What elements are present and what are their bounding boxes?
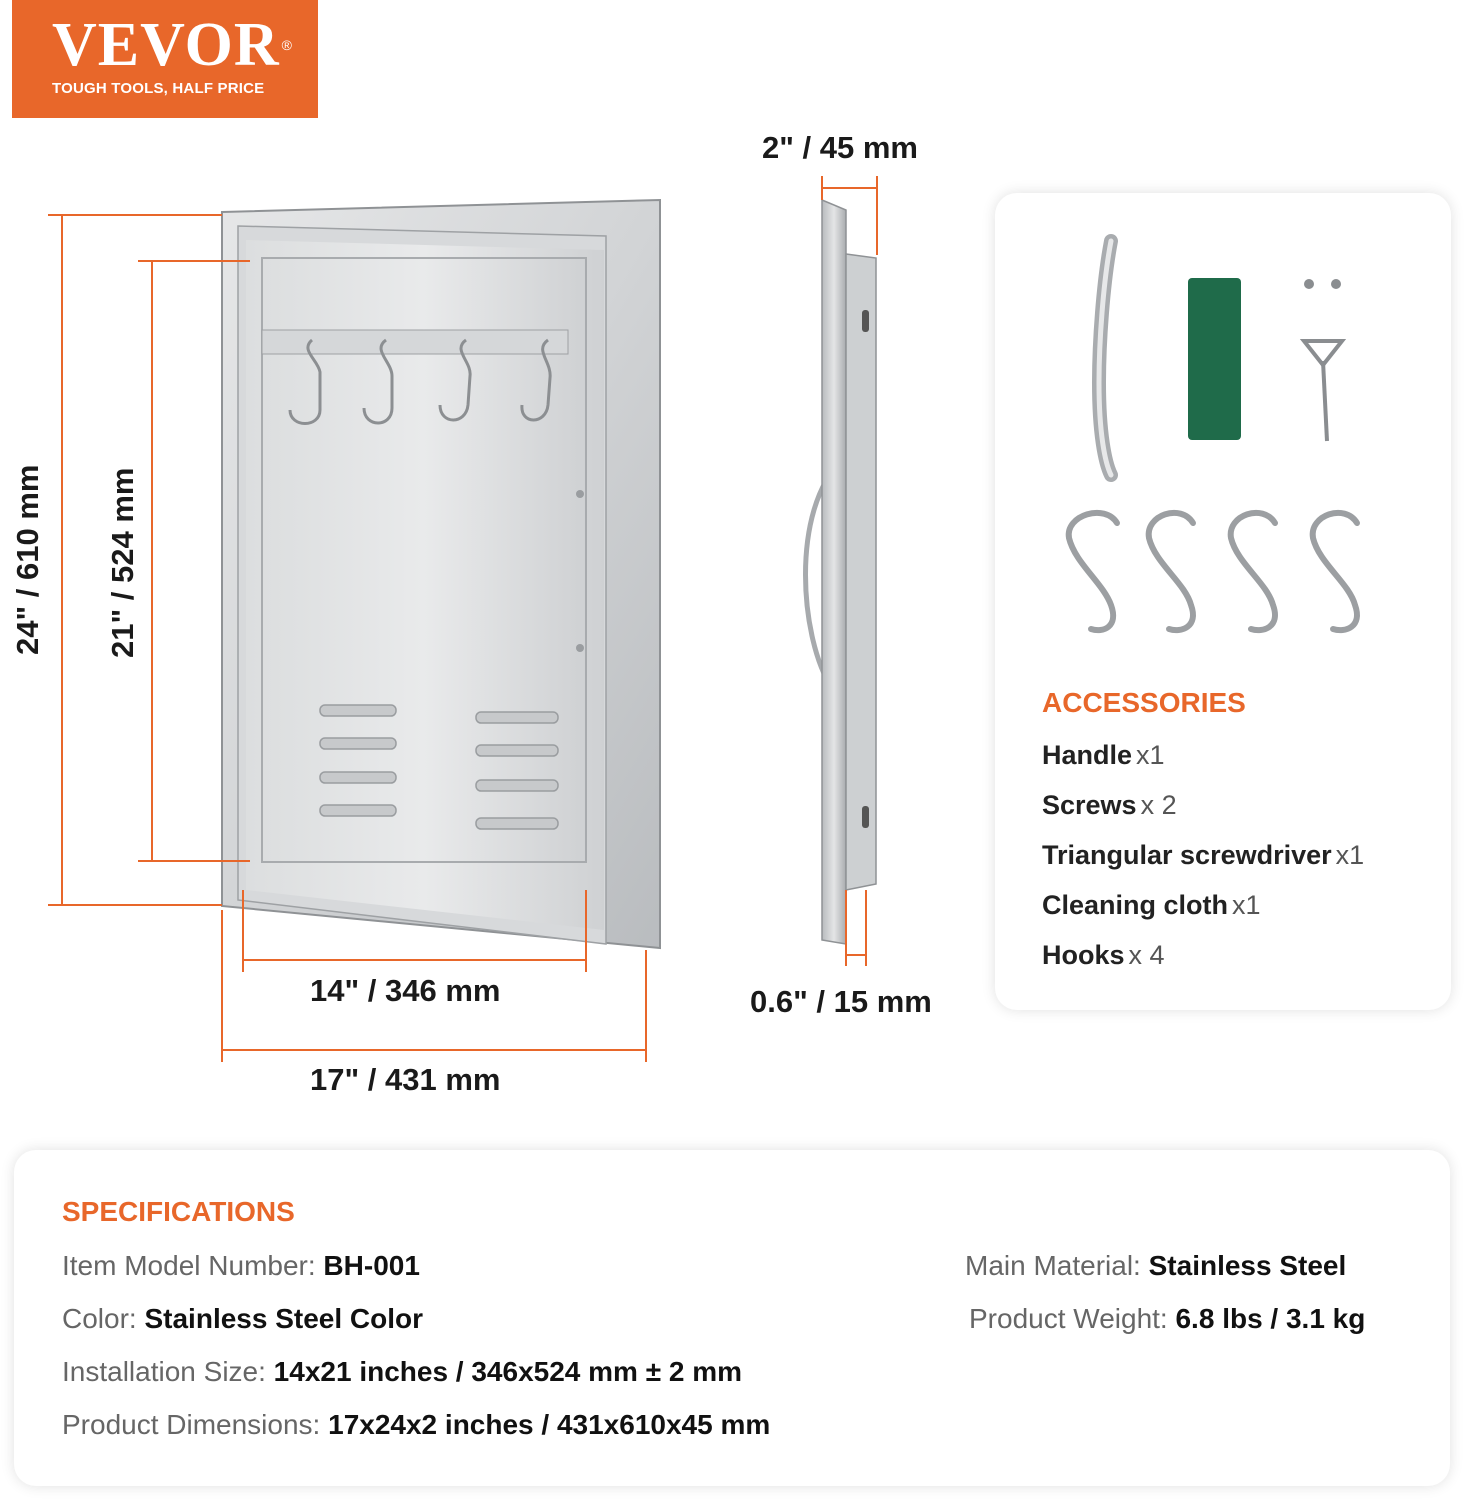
list-item: Screws x 2	[1042, 790, 1177, 820]
brand-name: VEVOR ®	[52, 11, 293, 79]
brand-tagline: TOUGH TOOLS, HALF PRICE	[52, 80, 265, 97]
accessories-title: ACCESSORIES	[1042, 687, 1246, 718]
screws-icon	[1304, 279, 1341, 289]
dim-overall-width: 17" / 431 mm	[310, 1062, 501, 1097]
specifications-card	[14, 1150, 1450, 1486]
list-item: Handle x1	[1042, 740, 1165, 770]
door-side-view	[806, 200, 877, 944]
cleaning-cloth-icon	[1188, 278, 1241, 440]
dim-depth: 2" / 45 mm	[762, 130, 918, 165]
accessories-illustration	[995, 193, 1451, 653]
handle-icon	[1099, 241, 1111, 475]
list-item: Cleaning cloth x1	[1042, 890, 1261, 920]
hooks-icon	[1069, 513, 1357, 630]
list-item: Triangular screwdriver x1	[1042, 840, 1365, 870]
dim-overall-height: 24" / 610 mm	[10, 464, 45, 655]
spec-color: Color: Stainless Steel Color	[62, 1303, 424, 1334]
door-front-view	[222, 200, 660, 948]
spec-material: Main Material: Stainless Steel	[965, 1250, 1347, 1281]
spec-product-dimensions: Product Dimensions: 17x24x2 inches / 431x610x45 mm	[62, 1409, 771, 1440]
spec-weight: Product Weight: 6.8 lbs / 3.1 kg	[969, 1303, 1366, 1334]
dim-cutout-height: 21" / 524 mm	[105, 467, 140, 658]
screwdriver-icon	[1304, 341, 1342, 441]
list-item: Hooks x 4	[1042, 940, 1165, 970]
spec-model: Item Model Number: BH-001	[62, 1250, 420, 1281]
accessories-list	[1042, 735, 1364, 985]
specifications-title: SPECIFICATIONS	[62, 1196, 295, 1227]
accessories-card	[995, 193, 1451, 1010]
dim-cutout-width: 14" / 346 mm	[310, 973, 501, 1008]
spec-install-size: Installation Size: 14x21 inches / 346x524 mm ± 2 mm	[62, 1356, 743, 1387]
dim-flange: 0.6" / 15 mm	[750, 984, 932, 1019]
